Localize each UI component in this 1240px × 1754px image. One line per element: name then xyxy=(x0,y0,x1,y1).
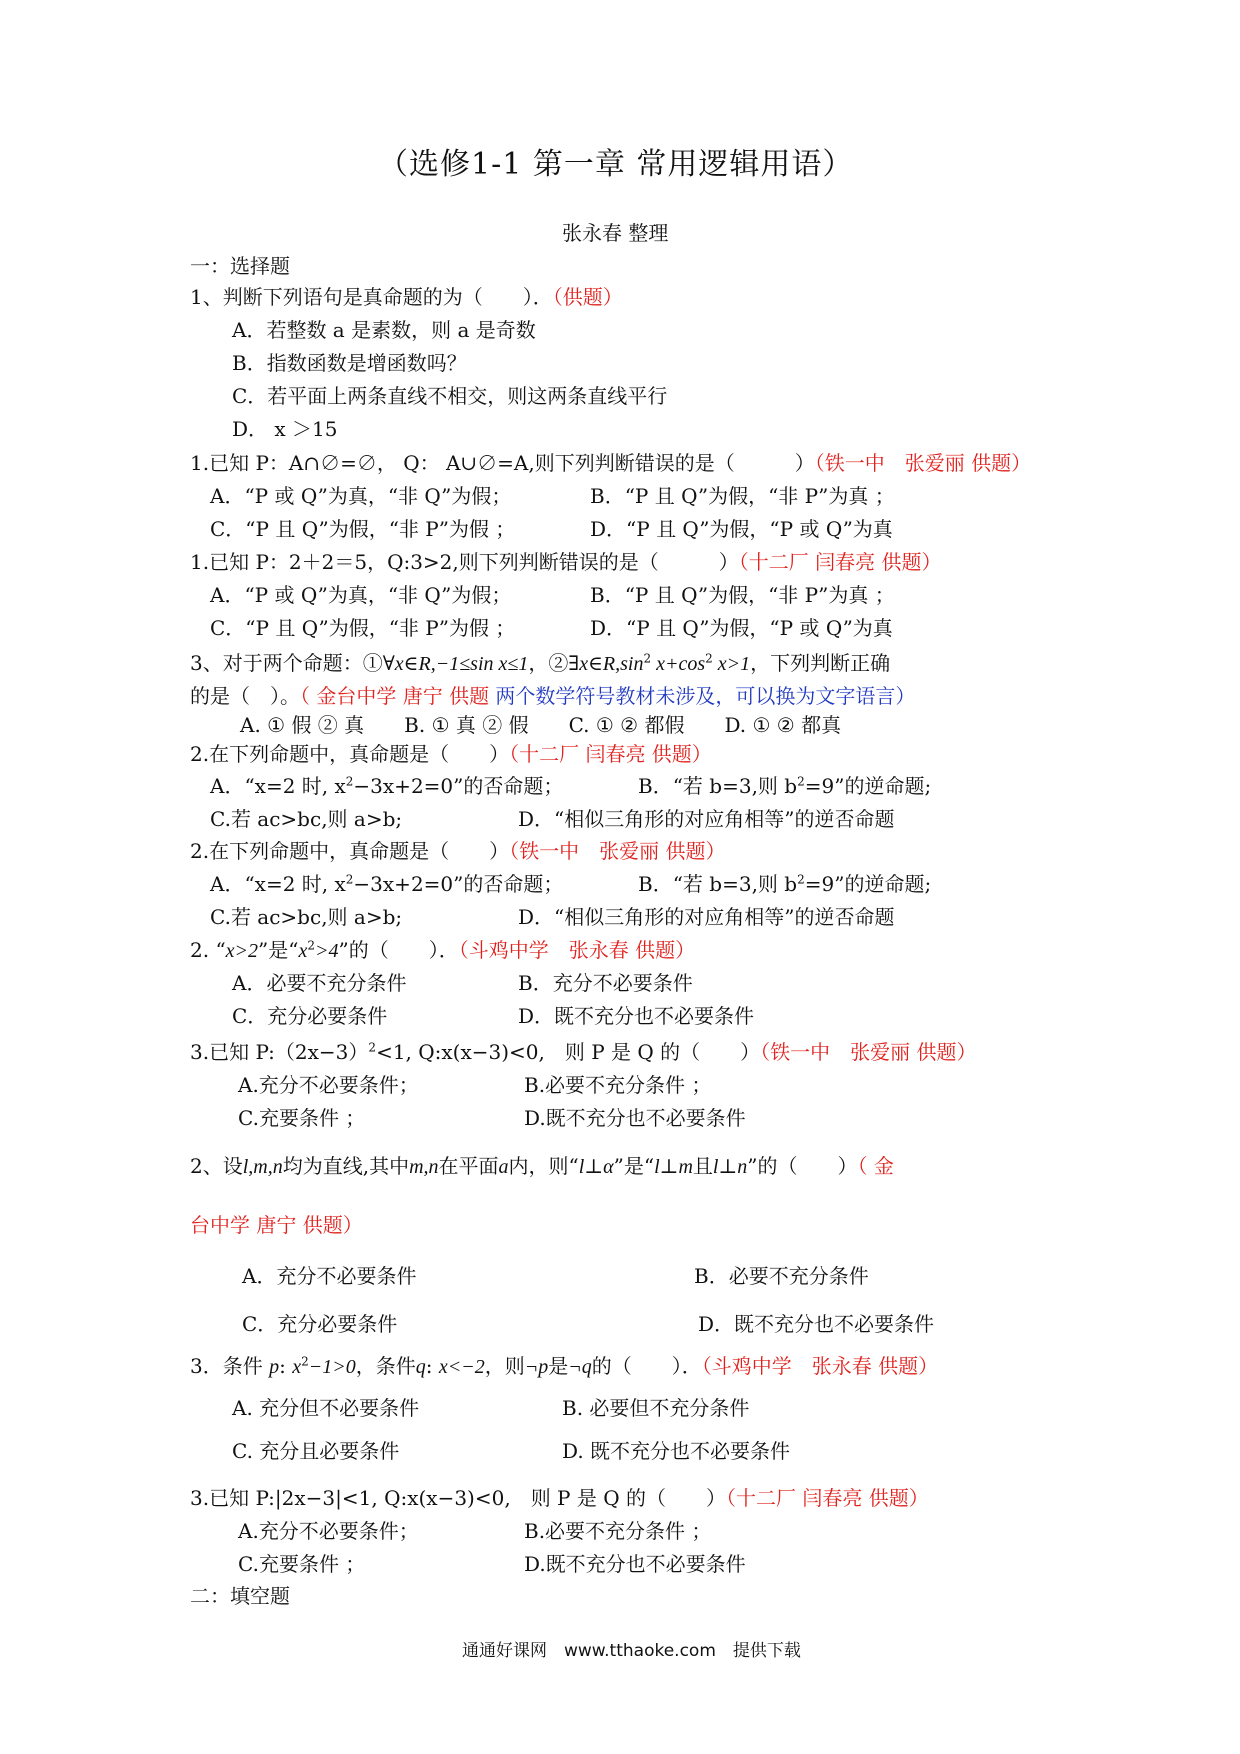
option-d: D. 既不充分也不必要条件 xyxy=(562,1439,791,1463)
option-d: D.既不充分也不必要条件 xyxy=(524,1106,746,1130)
option-d: D．既不充分也不必要条件 xyxy=(518,1004,755,1028)
question-source: 台中学 唐宁 供题） xyxy=(190,1213,363,1237)
option-b: B．“若 b=3,则 $b^2=9$”的逆命题; xyxy=(638,774,932,798)
option-b: B. 必要但不充分条件 xyxy=(562,1396,750,1420)
option-a: A.充分不必要条件； xyxy=(238,1519,419,1543)
question-stem: 2. “x>2”是“$x^2>4$”的（ ）．（斗鸡中学 张永春 供题） xyxy=(190,938,696,962)
section-heading-fill: 二：填空题 xyxy=(190,1584,290,1608)
question-stem: 3.已知 P:|2x−3|<1, Q:x(x−3)<0, 则 P 是 Q 的（ ）（十二厂 闫春亮 供题） xyxy=(190,1486,929,1510)
math-expression: ∀x∈R,−1≤sin x≤1 xyxy=(382,653,529,675)
option-d: D.既不充分也不必要条件 xyxy=(524,1552,746,1576)
option-c: C.充要条件 ； xyxy=(238,1106,366,1130)
question-source: （ 金台中学 唐宁 供题 xyxy=(300,684,490,708)
option-c: C.充要条件 ； xyxy=(238,1552,366,1576)
option-b: B．“P 且 Q”为假，“非 P”为真 ； xyxy=(590,484,895,508)
section-heading-choice: 一：选择题 xyxy=(190,254,290,278)
question-stem: 1.已知 P：2＋2＝5，Q:3>2,则下列判断错误的是（ ）（十二厂 闫春亮 供题） xyxy=(190,550,942,574)
option-d: D．“P 且 Q”为假，“P 或 Q”为真 xyxy=(590,517,893,541)
question-stem: 2.在下列命题中，真命题是（ ）（铁一中 张爱丽 供题） xyxy=(190,839,726,863)
math-expression: x xyxy=(292,1356,302,1378)
question-stem: 1.已知 P：A∩∅=∅， Q： A∪∅=A,则下列判断错误的是（ ）（铁一中 张爱丽 供题） xyxy=(190,451,1032,475)
option-d: D．“相似三角形的对应角相等”的逆否命题 xyxy=(518,807,895,831)
option-c: C．“P 且 Q”为假，“非 P”为假 ； xyxy=(210,517,516,541)
page-title: （选修1-1 第一章 常用逻辑用语） xyxy=(378,147,854,182)
author-line: 张永春 整理 xyxy=(562,221,669,245)
option-d: D． x ＞15 xyxy=(232,417,338,441)
question-stem: 2.在下列命题中，真命题是（ ）（十二厂 闫春亮 供题） xyxy=(190,742,712,766)
option-a: A. 充分但不必要条件 xyxy=(232,1396,420,1420)
option-a: A．充分不必要条件 xyxy=(242,1264,417,1288)
option-c: C.若 ac>bc,则 a>b; xyxy=(210,807,403,831)
option-b: B.必要不充分条件 ； xyxy=(524,1519,712,1543)
option-b: B．必要不充分条件 xyxy=(694,1264,869,1288)
option-a: A．必要不充分条件 xyxy=(232,971,407,995)
question-source: （铁一中 张爱丽 供题） xyxy=(509,839,726,863)
math-expression: x>2 xyxy=(225,940,259,962)
question-source: （十二厂 闫春亮 供题） xyxy=(726,1486,929,1510)
option-c: C．充分必要条件 xyxy=(232,1004,388,1028)
option-c: C．充分必要条件 xyxy=(242,1312,398,1336)
page-footer: 通通好课网 www.tthaoke.com 提供下载 xyxy=(462,1641,801,1661)
question-source: （十二厂 闫春亮 供题） xyxy=(509,742,712,766)
question-stem-continued: 的是（ ）。（ 金台中学 唐宁 供题 两个数学符号教材未涉及，可以换为文字语言） xyxy=(190,684,916,708)
option-b: B．指数函数是增函数吗？ xyxy=(232,351,467,375)
option-d: D．既不充分也不必要条件 xyxy=(698,1312,935,1336)
option-a: A．“P 或 Q”为真，“非 Q”为假； xyxy=(210,583,512,607)
option-b: B．“P 且 Q”为假，“非 P”为真 ； xyxy=(590,583,895,607)
option-a: A．若整数 a 是素数，则 a 是奇数 xyxy=(232,318,536,342)
option-d: D．“P 且 Q”为假，“P 或 Q”为真 xyxy=(590,616,893,640)
option-a: A．“x=2 时, $x^2-3x+2=0$”的否命题； xyxy=(210,872,564,896)
option-d: D．“相似三角形的对应角相等”的逆否命题 xyxy=(518,905,895,929)
option-b: B．“若 b=3,则 $b^2=9$”的逆命题; xyxy=(638,872,932,896)
option-a: A．“x=2 时, $x^2-3x+2=0$”的否命题； xyxy=(210,774,564,798)
option-a: A.充分不必要条件； xyxy=(238,1073,419,1097)
question-stem: 3.已知 $P:(2x-3)^2<1$, Q:x(x−3)<0, 则 P 是 Q 的（ ）（铁一中 张爱丽 供题） xyxy=(190,1040,977,1064)
question-source: （铁一中 张爱丽 供题） xyxy=(814,451,1032,475)
question-stem: 3、对于两个命题：①∀x∈R,−1≤sin x≤1，$②\exists x\in R,\sin^2$ $x+\cos^2$ x>1，下列判断正确 xyxy=(190,651,891,675)
question-stem: 3．条件 p: $x^2-1>0$，条件q: x<−2，则¬p是¬q的（ ）．（斗鸡中学 张永春 供题） xyxy=(190,1354,939,1378)
editor-note: 两个数学符号教材未涉及，可以换为文字语言） xyxy=(489,684,916,708)
question-source: （斗鸡中学 张永春 供题） xyxy=(701,1354,939,1378)
option-b: B．充分不必要条件 xyxy=(518,971,693,995)
options-row: A. ① 假 ② 真 B. ① 真 ② 假 C. ① ② 都假 D. ① ② 都真 xyxy=(240,713,842,737)
question-source: （ 金 xyxy=(857,1154,894,1178)
option-c: C．“P 且 Q”为假，“非 P”为假 ； xyxy=(210,616,516,640)
option-c: C. 充分且必要条件 xyxy=(232,1439,400,1463)
question-source: （十二厂 闫春亮 供题） xyxy=(738,550,942,574)
question-source: （铁一中 张爱丽 供题） xyxy=(760,1040,977,1064)
question-source: （供题） xyxy=(552,285,623,309)
question-stem: 2、设l,m,n均为直线,其中m,n在平面a内，则“l⊥α”是“l⊥m且l⊥n”的（ ）（ 金 xyxy=(190,1154,894,1178)
option-c: C.若 ac>bc,则 a>b; xyxy=(210,905,403,929)
option-c: C．若平面上两条直线不相交，则这两条直线平行 xyxy=(232,384,668,408)
math-expression: l,m,n xyxy=(242,1156,283,1178)
math-expression: x xyxy=(298,940,308,962)
option-a: A．“P 或 Q”为真，“非 Q”为假； xyxy=(210,484,512,508)
math-expression: ∃x∈R,sin xyxy=(568,653,644,675)
option-b: B.必要不充分条件 ； xyxy=(524,1073,712,1097)
question-stem: 1、判断下列语句是真命题的为（ ）．（供题） xyxy=(190,285,623,309)
question-source: （斗鸡中学 张永春 供题） xyxy=(458,938,696,962)
